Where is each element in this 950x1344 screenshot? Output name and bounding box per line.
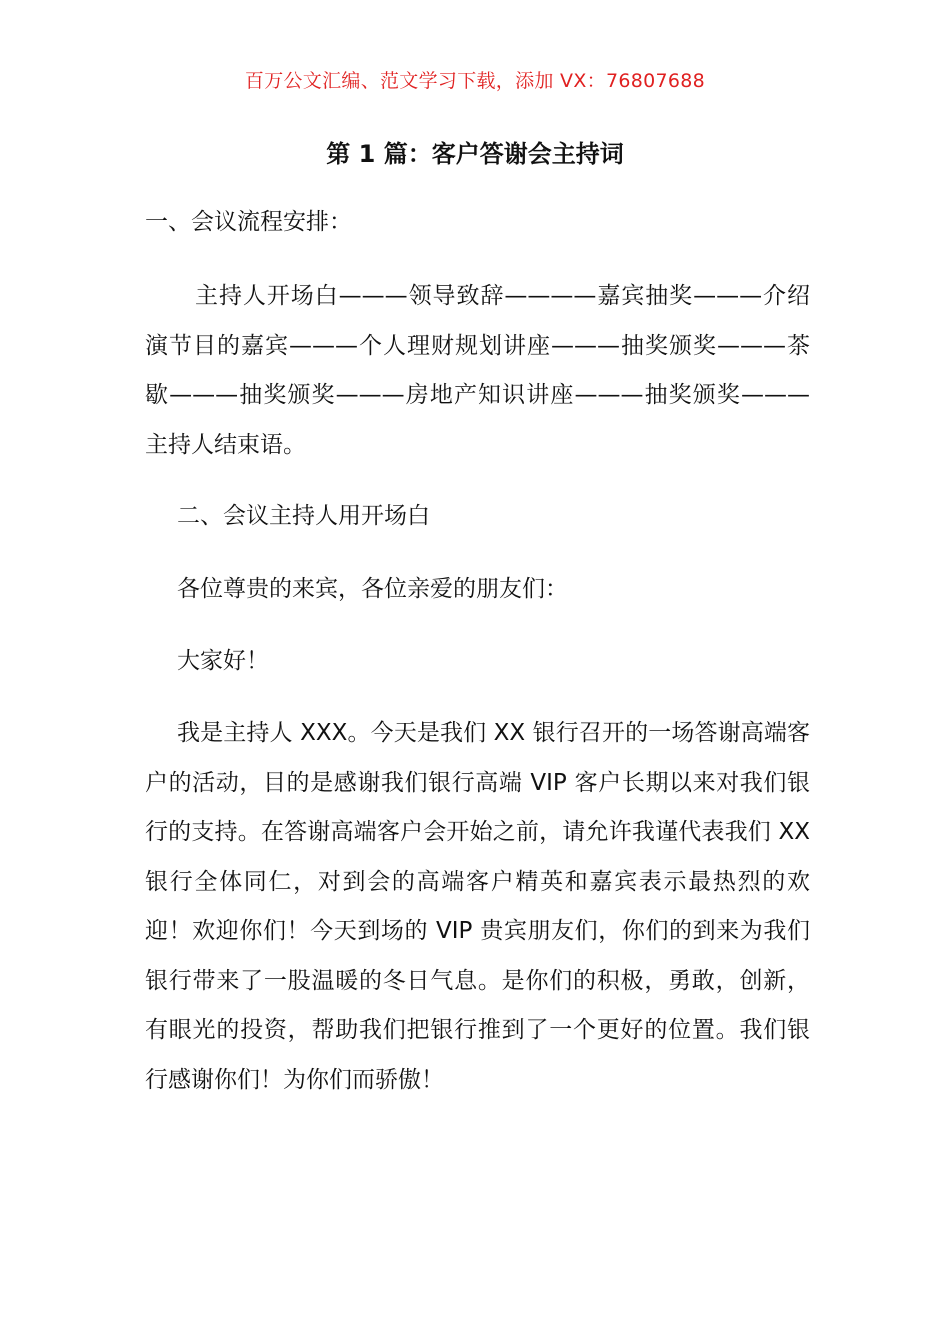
section2-heading: 二、会议主持人用开场白 bbox=[177, 503, 430, 529]
opening-paragraph: 我是主持人 XXX。今天是我们 XX 银行召开的一场答谢高端客户的活动，目的是感谢我们银行高端 VIP 客户长期以来对我们银行的支持。在答谢高端客户会开始之前，请允许我谨代表我们 XX 银行全体同仁，对到会的高端客户精英和嘉宾表示最热烈的欢迎！欢迎你们！今天到场的 VIP 贵宾朋友们，你们的到来为我们银行带来了一股温暖的冬日气息。是你们的积极，勇敢，创新，有眼光的投资，帮助我们把银行推到了一个更好的位置。我们银行感谢你们！为你们而骄傲！ bbox=[145, 720, 810, 1093]
document-title: 第 1 篇：客户答谢会主持词 bbox=[326, 140, 624, 168]
header-note: 百万公文汇编、范文学习下载，添加 VX：76807688 bbox=[244, 70, 706, 92]
section1-heading: 一、会议流程安排： bbox=[145, 209, 352, 235]
hello-line: 大家好！ bbox=[177, 648, 269, 674]
greeting-line: 各位尊贵的来宾，各位亲爱的朋友们： bbox=[177, 576, 568, 602]
section1-body: 主持人开场白———领导致辞————嘉宾抽奖———介绍演节目的嘉宾———个人理财规划讲座———抽奖颁奖———茶歇———抽奖颁奖———房地产知识讲座———抽奖颁奖———主持人结束语。 bbox=[145, 283, 810, 458]
